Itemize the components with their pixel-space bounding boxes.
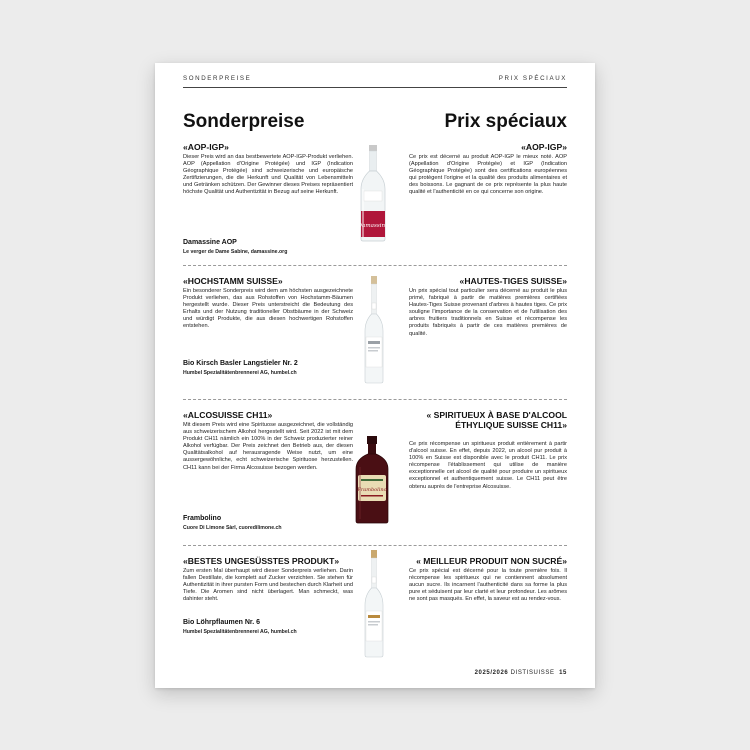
loehrpflaumen-bottle-image	[362, 549, 386, 659]
section-heading-de: «ALCOSUISSE CH11»	[183, 410, 273, 420]
bottle-label-text: Frambolino	[357, 487, 387, 493]
frambolino-bottle-image	[350, 435, 394, 525]
section-separator	[183, 545, 567, 546]
footer-magazine: DISTISUISSE	[510, 670, 555, 676]
kirsch-bottle-image	[362, 275, 386, 385]
section-separator	[183, 265, 567, 266]
section-text-de: Dieser Preis wird an das bestbewertete AOP-IGP-Produkt verliehen. AOP (Appellation d'Origine Protégée) und IGP (Indication Géographique Protégée) sind schweizerische und europäische Zertifizierungen, die die Herkunft und Qualität von Lebensmitteln und Getränken schützen. Der Gewinner dieses Preises repräsentiert höchste Qualität und Authentizität in Bezug auf seine Herkunft.	[183, 154, 353, 196]
product-name: Bio Kirsch Basler Langstieler Nr. 2	[183, 360, 298, 367]
section-heading-fr: « SPIRITUEUX À BASE D'ALCOOL ÉTHYLIQUE SUISSE CH11»	[426, 410, 567, 430]
product-maker: Humbel Spezialitätenbrennerei AG, humbel.ch	[183, 370, 297, 376]
page-footer	[475, 670, 567, 676]
product-name: Damassine AOP	[183, 239, 237, 246]
section-text-fr: Ce prix récompense un spiritueux produit entièrement à partir d'alcool suisse. En effet, depuis 2022, un alcool pur produit à 100% en Suisse est disponible avec le produit CH11. Le prix récompense l'établissement qui utilise de manière exceptionnelle cet alcool de qualité pour produire un spiritueux exceptionnel et authentiquement suisse. Le CH11 peut être obtenu auprès de l'entreprise Alcosuisse.	[409, 441, 567, 490]
running-header	[183, 75, 567, 87]
section-heading-de: «HOCHSTAMM SUISSE»	[183, 276, 283, 286]
product-maker: Humbel Spezialitätenbrennerei AG, humbel.ch	[183, 629, 297, 635]
page-number: 15	[559, 670, 567, 676]
product-maker: Cuore Di Limone Sàrl, cuoredilimone.ch	[183, 525, 282, 531]
magazine-page	[155, 63, 595, 688]
running-header-right: PRIX SPÉCIAUX	[498, 75, 567, 82]
header-rule	[183, 87, 567, 88]
section-text-fr: Ce prix spécial est décerné pour la toute première fois. Il récompense les spiritueux qui ne contiennent absolument aucun sucre. Ils incarnent l'authenticité dans sa forme la plus pure et séduisent par leur clarté et leur profondeur. Les arômes ne sont pas masqués. En effet, la saveur est au rendez-vous.	[409, 568, 567, 603]
section-heading-de: «BESTES UNGESÜSSTES PRODUKT»	[183, 556, 340, 566]
section-heading-de: «AOP-IGP»	[183, 142, 229, 152]
section-text-de: Mit diesem Preis wird eine Spirituose ausgezeichnet, die vollständig aus schweizerischem Alkohol hergestellt wird. Seit 2022 ist mit dem Produkt CH11 nämlich ein 100% in der Schweiz produzierter reiner Alkohol verfügbar. Der Preis zeichnet den Betrieb aus, der diesen Qualitätsalkohol auf herausragende Weise nutzt, um eine aussergewöhnliche, echt schweizerische Spirituose herzustellen. CH11 kann bei der Firma Alcosuisse bezogen werden.	[183, 422, 353, 471]
section-heading-fr: «HAUTES-TIGES SUISSE»	[459, 276, 567, 286]
section-text-de: Ein besonderer Sonderpreis wird dem am höchsten ausgezeichnete Produkt verliehen, das aus Rohstoffen von Hochstamm-Bäumen hergestellt wurde. Dieser Preis unterstreicht die Bedeutung des Erhalts und der Nutzung traditioneller Obstbäume in der Schweiz und würdigt Produkte, die aus diesen hochwertigen Rohstoffen entstehen.	[183, 288, 353, 330]
section-heading-fr: «AOP-IGP»	[521, 142, 567, 152]
bottle-label-text: Damassine	[357, 223, 389, 229]
footer-edition: 2025/2026	[474, 670, 509, 676]
running-header-left: SONDERPREISE	[183, 75, 252, 82]
product-maker: Le verger de Dame Sabine, damassine.org	[183, 249, 288, 255]
section-heading-fr: « MEILLEUR PRODUIT NON SUCRÉ»	[416, 556, 567, 566]
damassine-bottle-image	[353, 143, 393, 243]
product-name: Bio Löhrpflaumen Nr. 6	[183, 619, 261, 626]
section-text-fr: Un prix spécial tout particulier sera décerné au produit le plus primé, fabriqué à partir de matières premières certifiées Hautes-Tiges Suisse provenant d'arbres à hautes tiges. Ce prix souligne l'importance de la conservation et de l'utilisation des arbres fruitiers traditionnels en Suisse et récompense les produits fabriqués à partir de ces matières premières de qualité.	[409, 288, 567, 337]
section-text-de: Zum ersten Mal überhaupt wird dieser Sonderpreis verliehen. Darin fallen Destillate, die komplett auf Zucker verzichten. Sie stehen für Authentizität in ihrer pursten Form und bestechen durch Klarheit und Tiefe. Die Aromen sind nicht überlagert. Man schmeckt, was dahinter steht.	[183, 568, 353, 603]
section-separator	[183, 399, 567, 400]
product-name: Frambolino	[183, 515, 222, 522]
page-title-fr: Prix spéciaux	[444, 111, 567, 132]
page-title-de: Sonderpreise	[183, 111, 305, 132]
section-text-fr: Ce prix est décerné au produit AOP-IGP le mieux noté. AOP (Appellation d'Origine Protégée) et IGP (Indication Géographique Protégée) sont des certifications européennes qui protègent l'origine et la qualité des produits alimentaires et des boissons. Le gagnant de ce prix représente la plus haute qualité et l'authenticité en ce qui concerne son origine.	[409, 154, 567, 196]
